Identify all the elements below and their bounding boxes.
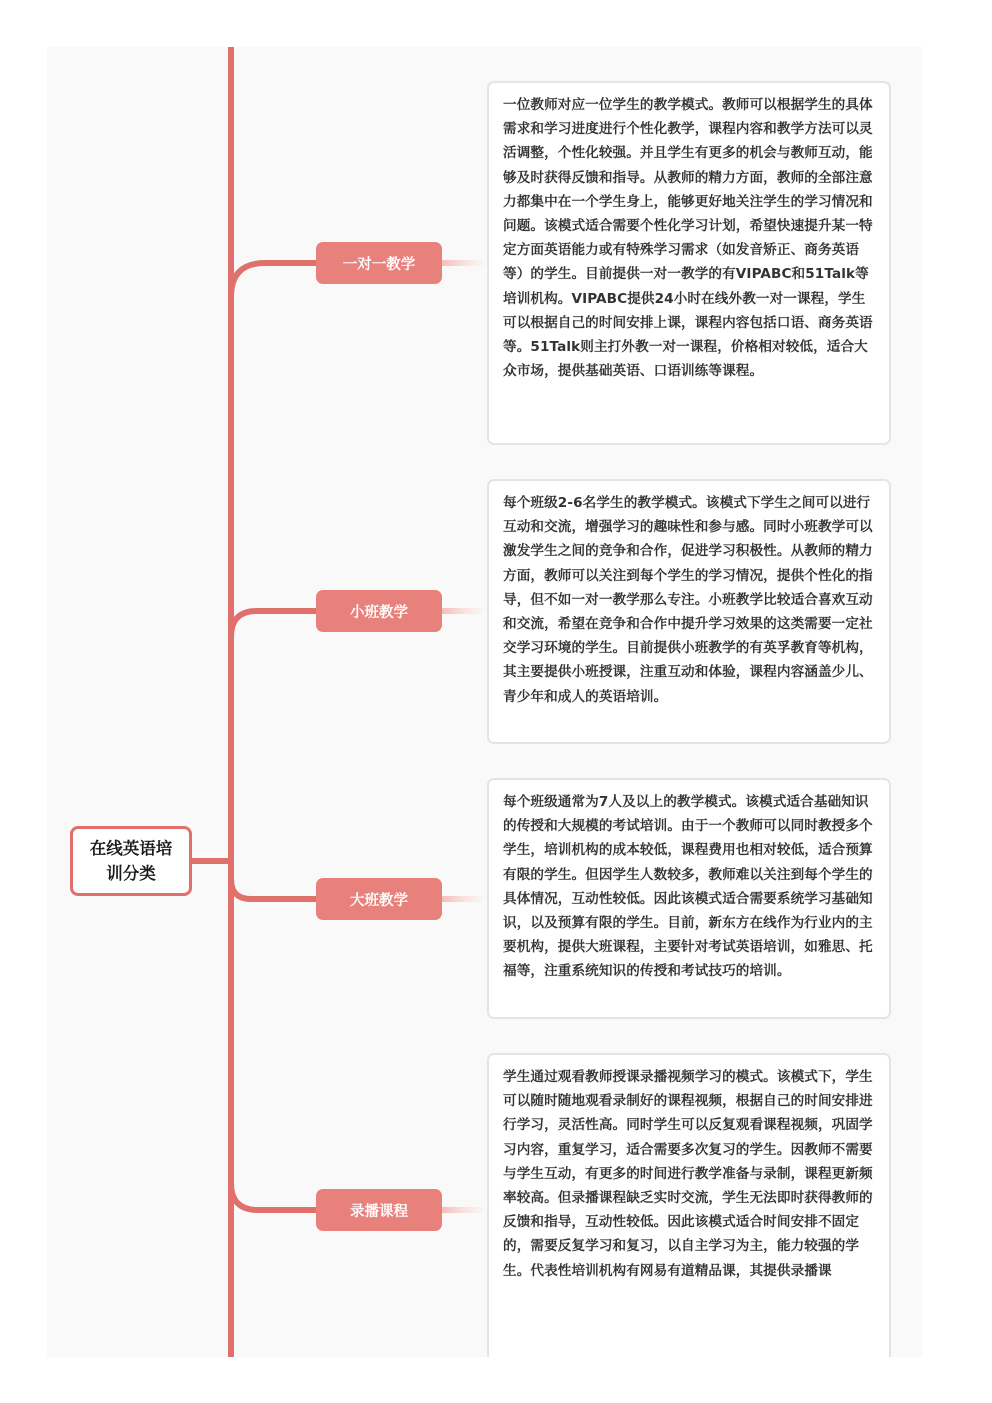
stub-3	[442, 896, 487, 902]
branch-recorded-course[interactable]	[316, 1189, 442, 1231]
desc-text: 一位教师对应一位学生的教学模式。教师可以根据学生的具体需求和学习进度进行个性化教学，课程内容和教学方法可以灵活调整，个性化较强。并且学生有更多的机会与教师互动，能够及时获得反馈和指导。从教师的精力方面，教师的全部注意力都集中在一个学生身上，能够更好地关注学生的学习情况和问题。该模式适合需要个性化学习计划，希望快速提升某一特定方面英语能力或有特殊学习需求（如发音矫正、商务英语等）的学生。目前提供一对一教学的有VIPABC和51Talk等培训机构。VIPABC提供24小时在线外教一对一课程，学生可以根据自己的时间安排上课，课程内容包括口语、商务英语等。51Talk则主打外教一对一课程，价格相对较低，适合大众市场，提供基础英语、口语训练等课程。	[503, 97, 873, 380]
stub-2	[442, 608, 487, 614]
branch-small-class[interactable]	[316, 590, 442, 632]
stub-4	[442, 1207, 487, 1213]
branch-one-to-one[interactable]	[316, 242, 442, 284]
branch-connector-3	[231, 861, 316, 899]
mindmap-canvas	[47, 47, 922, 1357]
desc-text: 每个班级2-6名学生的教学模式。该模式下学生之间可以进行互动和交流，增强学习的趣味性和参与感。同时小班教学可以激发学生之间的竞争和合作，促进学习积极性。从教师的精力方面，教师可以关注到每个学生的学习情况，提供个性化的指导，但不如一对一教学那么专注。小班教学比较适合喜欢互动和交流，希望在竞争和合作中提升学习效果的这类需要一定社交学习环境的学生。目前提供小班教学的有英孚教育等机构，其主要提供小班授课，注重互动和体验，课程内容涵盖少儿、青少年和成人的英语培训。	[503, 495, 873, 705]
branch-connector-2	[231, 611, 316, 861]
branch-connector-4	[231, 861, 316, 1210]
branch-connector-1	[231, 263, 316, 861]
root-topic-label: 在线英语培训分类	[89, 839, 173, 883]
stub-1	[442, 260, 487, 266]
branch-label: 录播课程	[350, 1203, 408, 1220]
branch-label: 一对一教学	[342, 256, 416, 273]
desc-large-class	[487, 778, 891, 1019]
desc-text: 学生通过观看教师授课录播视频学习的模式。该模式下，学生可以随时随地观看录制好的课程视频，根据自己的时间安排进行学习，灵活性高。同时学生可以反复观看课程视频，巩固学习内容，重复学习，适合需要多次复习的学生。因教师不需要与学生互动，有更多的时间进行教学准备与录制，课程更新频率较高。但录播课程缺乏实时交流，学生无法即时获得教师的反馈和指导，互动性较低。因此该模式适合时间安排不固定的，需要反复学习和复习，以自主学习为主，能力较强的学生。代表性培训机构有网易有道精品课，其提供录播课	[503, 1069, 873, 1279]
desc-one-to-one	[487, 81, 891, 445]
root-topic[interactable]	[70, 826, 192, 896]
branch-label: 小班教学	[350, 604, 408, 621]
desc-text: 每个班级通常为7人及以上的教学模式。该模式适合基础知识的传授和大规模的考试培训。由于一个教师可以同时教授多个学生，培训机构的成本较低，课程费用也相对较低，适合预算有限的学生。但因学生人数较多，教师难以关注到每个学生的具体情况，互动性较低。因此该模式适合需要系统学习基础知识，以及预算有限的学生。目前，新东方在线作为行业内的主要机构，提供大班课程，主要针对考试英语培训，如雅思、托福等，注重系统知识的传授和考试技巧的培训。	[503, 794, 873, 980]
branch-label: 大班教学	[350, 892, 408, 909]
desc-small-class	[487, 479, 891, 744]
desc-recorded-course	[487, 1053, 891, 1357]
branch-large-class[interactable]	[316, 878, 442, 920]
